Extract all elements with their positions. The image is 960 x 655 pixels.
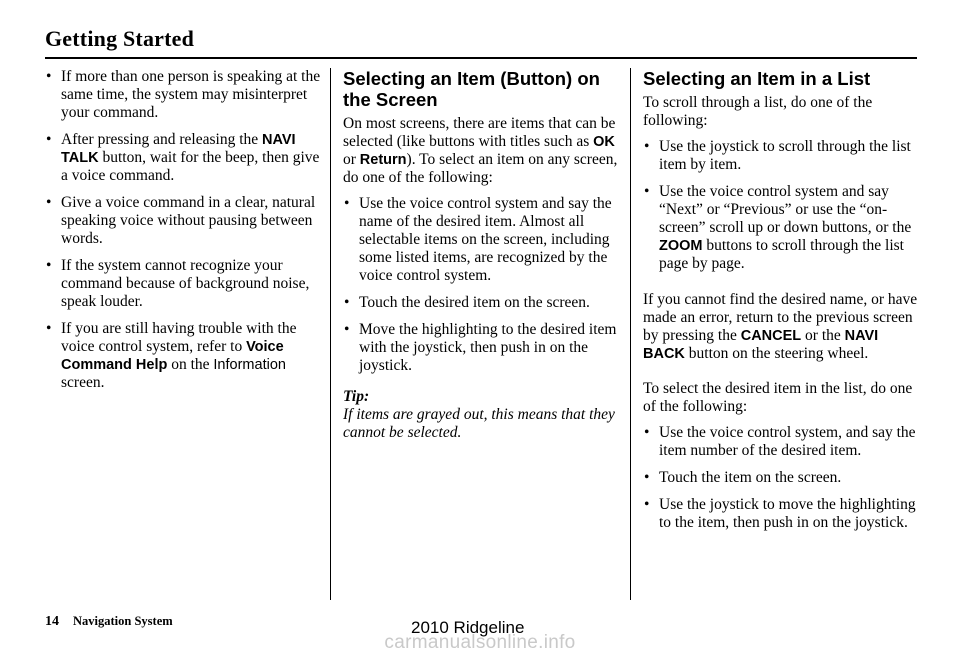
scroll-list [643, 138, 920, 273]
list-item-text: Use the joystick to scroll through the list item by item. [659, 138, 911, 173]
title-rule [45, 57, 917, 59]
section-heading-select-list: Selecting an Item in a List [643, 68, 871, 89]
tip-label: Tip: [343, 388, 370, 405]
watermark: carmanualsonline.info [384, 632, 576, 653]
list-item-text: Touch the desired item on the screen. [359, 294, 590, 311]
list-item [343, 195, 618, 285]
paragraph: To select the desired item in the list, do one of the following: [643, 380, 913, 415]
list-item-text: buttons to scroll through the list page by page. [659, 237, 904, 272]
column-divider-right [630, 68, 631, 600]
list-item [643, 496, 920, 532]
paragraph-text: or [343, 151, 360, 168]
ok-key: OK [593, 134, 615, 150]
footer-section: Navigation System [73, 614, 173, 628]
page-number: 14 [45, 614, 59, 629]
cancel-key: CANCEL [740, 328, 802, 344]
list-item [45, 320, 322, 392]
list-item [343, 321, 618, 375]
page-title: Getting Started [45, 26, 195, 51]
page-footer [45, 614, 173, 630]
spacer [643, 371, 920, 380]
list-item [643, 138, 920, 174]
list-item-text: Use the joystick to move the highlighting to the item, then push in on the joystick. [659, 496, 916, 531]
return-key: Return [359, 152, 407, 168]
list-item [45, 257, 322, 311]
list-item [45, 194, 322, 248]
model-label: 2010 Ridgeline [411, 618, 525, 637]
select-button-list [343, 195, 618, 375]
list-item [643, 424, 920, 460]
list-item [643, 469, 920, 487]
select-list-options [643, 424, 920, 532]
list-item-text: Give a voice command in a clear, natural speaking voice without pausing between words. [61, 194, 316, 247]
paragraph-text: If you cannot find the desired name, or have made an error, return to the previous screen by pressing the [643, 291, 918, 344]
list-item-text: If the system cannot recognize your command because of background noise, speak louder. [61, 257, 310, 310]
zoom-key: ZOOM [659, 238, 703, 254]
spacer [643, 282, 920, 291]
paragraph-text: button on the steering wheel. [684, 345, 869, 362]
paragraph [643, 291, 920, 363]
list-item-text: Use the voice control system and say “Next” or “Previous” or use the “on-screen” scroll up or down buttons, or the [659, 183, 912, 236]
list-item [45, 68, 322, 122]
section-intro: To scroll through a list, do one of the following: [643, 94, 873, 129]
list-item [45, 131, 322, 185]
information-key: Information [213, 357, 286, 373]
list-item-text: Use the voice control system, and say the item number of the desired item. [659, 424, 916, 459]
column-select-list [643, 68, 920, 541]
list-item-text: Move the highlighting to the desired item with the joystick, then push in on the joystick. [359, 321, 617, 374]
navi-talk-key: NAVI TALK [61, 132, 296, 166]
list-item-text: If more than one person is speaking at the same time, the system may misinterpret your command. [61, 68, 321, 121]
list-item-text: Use the voice control system and say the name of the desired item. Almost all selectable items on the screen, including some listed items, are recognized by the voice control system. [359, 195, 612, 284]
section-heading-select-button: Selecting an Item (Button) on the Screen [343, 68, 600, 110]
voice-command-help-key: Voice Command Help [61, 339, 284, 373]
column-divider-left [330, 68, 331, 600]
column-tips [45, 68, 322, 401]
list-item [343, 294, 618, 312]
list-item-text: If you are still having trouble with the voice control system, refer to [61, 320, 297, 355]
tips-list [45, 68, 322, 392]
paragraph-text: ). To select an item on any screen, do one of the following: [343, 151, 618, 186]
list-item [643, 183, 920, 273]
list-item-text: button, wait for the beep, then give a voice command. [61, 149, 320, 184]
list-item-text: screen. [61, 374, 105, 391]
paragraph-text: On most screens, there are items that can be selected (like buttons with titles such as [343, 115, 616, 150]
list-item-text: After pressing and releasing the [61, 131, 263, 148]
paragraph-text: or the [801, 327, 845, 344]
section-intro [343, 115, 618, 187]
tip-text: If items are grayed out, this means that they cannot be selected. [343, 406, 615, 441]
list-item-text: Touch the item on the screen. [659, 469, 842, 486]
navi-back-key: NAVI BACK [643, 328, 879, 362]
column-select-button [343, 68, 618, 450]
list-item-text: on the [167, 356, 214, 373]
